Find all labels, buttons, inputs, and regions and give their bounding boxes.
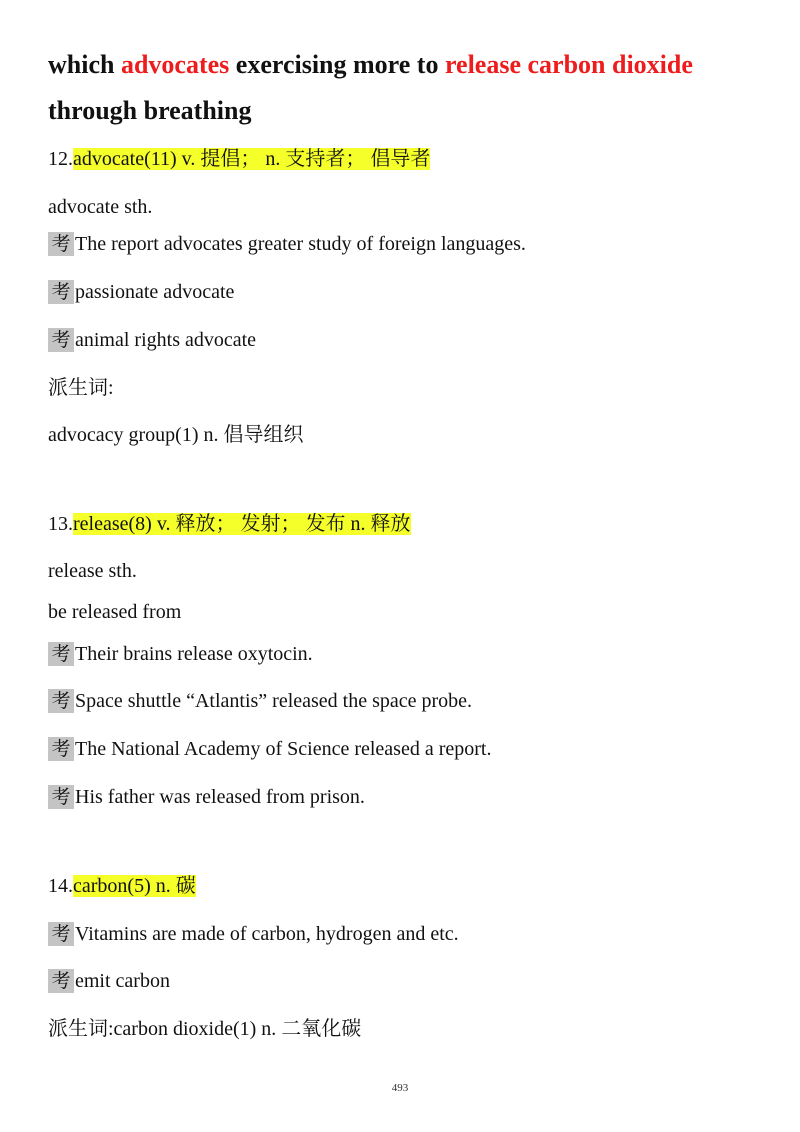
title-text: exercising more to: [229, 50, 445, 79]
entry-number: 12.: [48, 148, 73, 170]
example-line: [48, 231, 526, 257]
title-highlight-advocates: advocates: [120, 50, 230, 79]
usage: release sth.: [48, 560, 137, 582]
example-text: The report advocates greater study of foreign languages.: [75, 233, 526, 255]
exam-marker: 考: [48, 689, 74, 713]
exam-marker: 考: [48, 785, 74, 809]
example-line: [48, 279, 234, 305]
entry-14-heading: [48, 873, 196, 899]
headword: carbon(5) n. 碳: [73, 875, 196, 897]
example-line: [48, 736, 491, 762]
example-text: His father was released from prison.: [75, 786, 365, 808]
title-text: which: [48, 50, 121, 79]
exam-marker: 考: [48, 969, 74, 993]
entry-13-heading: [48, 511, 411, 537]
derived-word: 派生词:carbon dioxide(1) n. 二氧化碳: [48, 1018, 362, 1040]
derived-word: advocacy group(1) n. 倡导组织: [48, 424, 304, 446]
usage: advocate sth.: [48, 196, 153, 218]
title-line-1: [48, 48, 693, 82]
exam-marker: 考: [48, 922, 74, 946]
exam-marker: 考: [48, 232, 74, 256]
example-line: [48, 641, 313, 667]
example-line: [48, 921, 459, 947]
title-highlight-release: release carbon dioxide: [444, 50, 693, 79]
entry-12-heading: [48, 146, 430, 172]
example-text: Space shuttle “Atlantis” released the space probe.: [75, 690, 473, 712]
example-line: [48, 968, 170, 994]
headword: advocate(11) v. 提倡； n. 支持者； 倡导者: [73, 148, 431, 170]
derived-label: 派生词:: [48, 377, 114, 399]
entry-number: 14.: [48, 875, 73, 897]
exam-marker: 考: [48, 280, 74, 304]
example-text: Their brains release oxytocin.: [75, 643, 313, 665]
headword: release(8) v. 释放； 发射； 发布 n. 释放: [73, 513, 411, 535]
example-line: [48, 688, 472, 714]
exam-marker: 考: [48, 328, 74, 352]
example-line: [48, 327, 256, 353]
title-line-2: through breathing: [48, 96, 252, 125]
usage: be released from: [48, 601, 182, 623]
example-text: The National Academy of Science released a report.: [75, 738, 492, 760]
page-number: 493: [391, 1082, 409, 1094]
example-text: animal rights advocate: [75, 329, 257, 351]
example-text: Vitamins are made of carbon, hydrogen and etc.: [75, 923, 459, 945]
example-text: passionate advocate: [75, 281, 235, 303]
exam-marker: 考: [48, 642, 74, 666]
example-text: emit carbon: [75, 970, 170, 992]
entry-number: 13.: [48, 513, 73, 535]
exam-marker: 考: [48, 737, 74, 761]
example-line: [48, 784, 365, 810]
